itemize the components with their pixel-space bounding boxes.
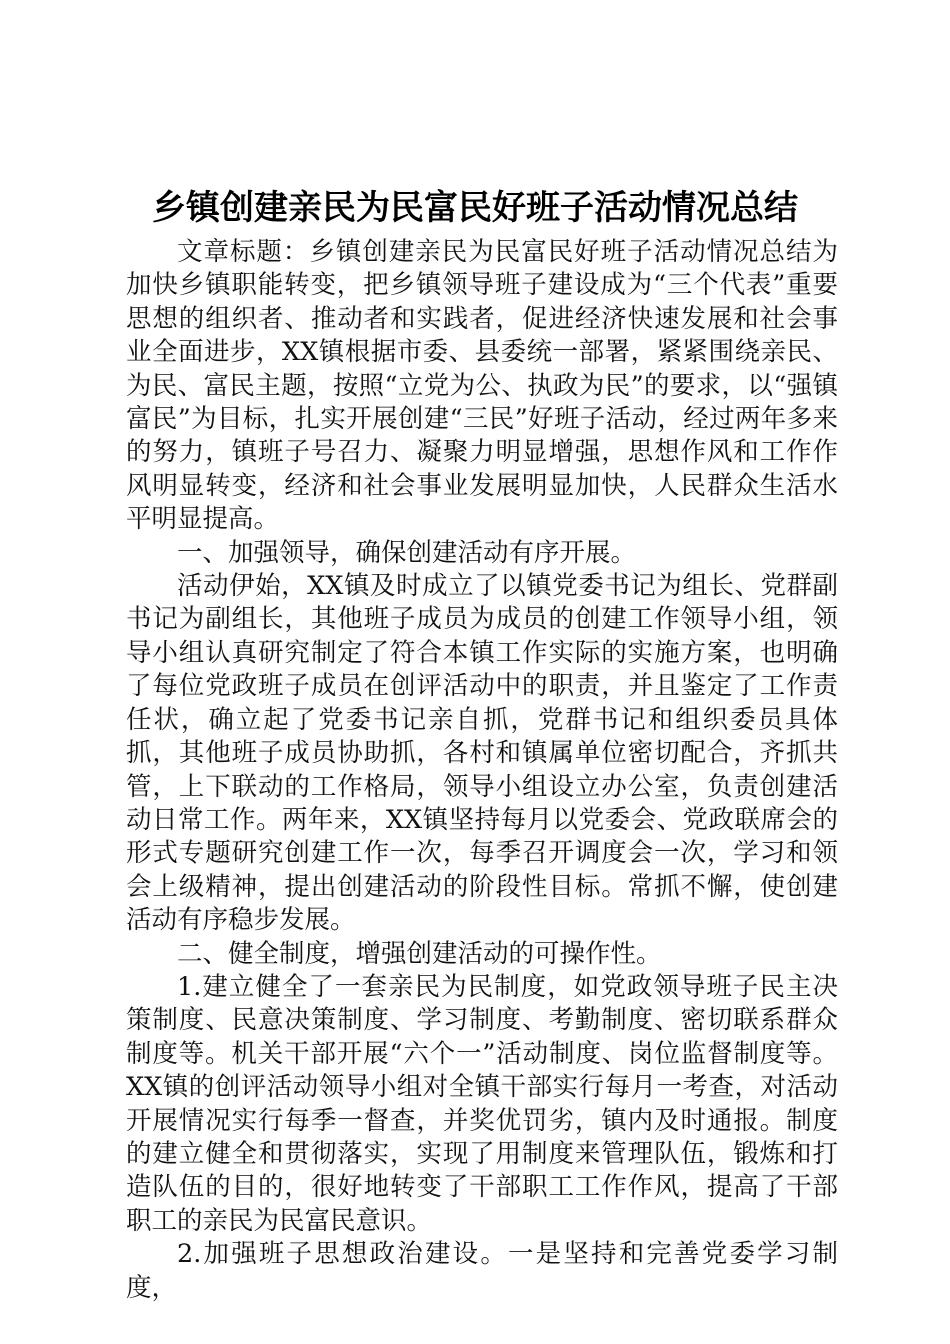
paragraph-item-2: 2.加强班子思想政治建设。一是坚持和完善党委学习制度， — [126, 1239, 838, 1303]
paragraph-intro: 文章标题：乡镇创建亲民为民富民好班子活动情况总结为加快乡镇职能转变，把乡镇领导班子建设成为“三个代表”重要思想的组织者、推动者和实践者，促进经济快速发展和社会事业全面进步，XX镇根据市委、县委统一部署，紧紧围绕亲民、为民、富民主题，按照“立党为公、执政为民”的要求，以“强镇富民”为目标，扎实开展创建“三民”好班子活动，经过两年多来的努力，镇班子号召力、凝聚力明显增强，思想作风和工作作风明显转变，经济和社会事业发展明显加快，人民群众生活水平明显提高。 — [126, 237, 838, 535]
document-title: 乡镇创建亲民为民富民好班子活动情况总结 — [152, 188, 798, 228]
heading-section-1: 一、加强领导，确保创建活动有序开展。 — [177, 537, 637, 568]
document-body — [126, 236, 838, 1305]
heading-section-2: 二、健全制度，增强创建活动的可操作性。 — [177, 938, 662, 969]
paragraph-section-1: 活动伊始，XX镇及时成立了以镇党委书记为组长、党群副书记为副组长，其他班子成员为成员的创建工作领导小组，领导小组认真研究制定了符合本镇工作实际的实施方案，也明确了每位党政班子成员在创评活动中的职责，并且鉴定了工作责任状，确立起了党委书记亲自抓，党群书记和组织委员具体抓，其他班子成员协助抓，各村和镇属单位密切配合，齐抓共管，上下联动的工作格局，领导小组设立办公室，负责创建活动日常工作。两年来，XX镇坚持每月以党委会、党政联席会的形式专题研究创建工作一次，每季召开调度会一次，学习和领会上级精神，提出创建活动的阶段性目标。常抓不懈，使创建活动有序稳步发展。 — [126, 571, 838, 936]
paragraph-item-1: 1.建立健全了一套亲民为民制度，如党政领导班子民主决策制度、民意决策制度、学习制度、考勤制度、密切联系群众制度等。机关干部开展“六个一”活动制度、岗位监督制度等。XX镇的创评活动领导小组对全镇干部实行每月一考查，对活动开展情况实行每季一督查，并奖优罚劣，镇内及时通报。制度的建立健全和贯彻落实，实现了用制度来管理队伍，锻炼和打造队伍的目的，很好地转变了干部职工工作作风，提高了干部职工的亲民为民富民意识。 — [126, 971, 838, 1236]
